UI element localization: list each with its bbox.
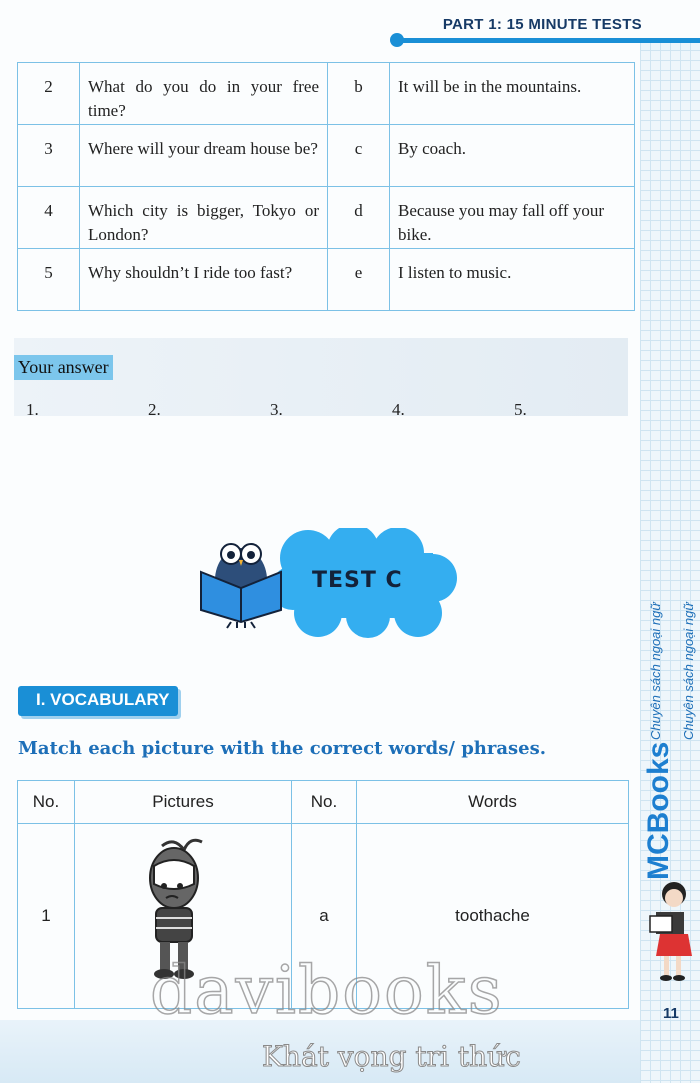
table-row — [18, 63, 635, 125]
matching-table — [17, 62, 635, 311]
answer-text: It will be in the mountains. — [390, 63, 635, 125]
page-number: 11 — [663, 1005, 679, 1022]
test-title: TEST C — [312, 568, 403, 593]
question-text: What do you do in your free time? — [80, 63, 328, 125]
picture-number: 1 — [18, 824, 75, 1009]
answer-slot-3[interactable]: 3. — [270, 400, 283, 419]
header-bar — [398, 38, 700, 43]
question-text: Where will your dream house be? — [80, 125, 328, 187]
question-number: 5 — [18, 249, 80, 311]
your-answer-label: Your answer — [14, 355, 113, 380]
brand-tagline-text: Chuyên sách ngoại ngữ — [648, 602, 663, 740]
question-number: 4 — [18, 187, 80, 249]
section-tab-label: I. VOCABULARY — [36, 690, 170, 709]
answer-slot-1[interactable]: 1. — [26, 400, 39, 419]
header-no-2: No. — [292, 781, 357, 824]
answer-slot-4[interactable]: 4. — [392, 400, 405, 419]
table-header-row — [18, 781, 629, 824]
question-text: Which city is bigger, Tokyo or London? — [80, 187, 328, 249]
answer-letter: c — [328, 125, 390, 187]
watermark-slogan: Khát vọng tri thức — [262, 1040, 521, 1073]
answer-text: By coach. — [390, 125, 635, 187]
answer-text: I listen to music. — [390, 249, 635, 311]
table-row — [18, 187, 635, 249]
instruction-text: Match each picture with the correct words/ phrases. — [18, 738, 547, 759]
table-row — [18, 125, 635, 187]
page-header-title: PART 1: 15 MINUTE TESTS — [442, 16, 642, 33]
watermark-logo: davibooks — [150, 952, 504, 1029]
header-pictures: Pictures — [75, 781, 292, 824]
brand-tagline: Chuyên sách ngoại ngữ — [681, 602, 696, 740]
reading-girl-illustration — [646, 878, 696, 988]
answer-slot-5[interactable]: 5. — [514, 400, 527, 419]
word-letter: a — [292, 824, 357, 1009]
question-number: 2 — [18, 63, 80, 125]
answer-letter: d — [328, 187, 390, 249]
word-text: toothache — [357, 824, 629, 1009]
answer-letter: e — [328, 249, 390, 311]
question-number: 3 — [18, 125, 80, 187]
answer-slot-2[interactable]: 2. — [148, 400, 161, 419]
header-no: No. — [18, 781, 75, 824]
owl-reading-icon — [193, 530, 303, 630]
brand-logo: MCBooks — [642, 741, 675, 880]
table-row — [18, 249, 635, 311]
answer-letter: b — [328, 63, 390, 125]
brand-logo-wrap — [642, 742, 676, 880]
question-text: Why shouldn’t I ride too fast? — [80, 249, 328, 311]
answer-text: Because you may fall off your bike. — [390, 187, 635, 249]
header-words: Words — [357, 781, 629, 824]
